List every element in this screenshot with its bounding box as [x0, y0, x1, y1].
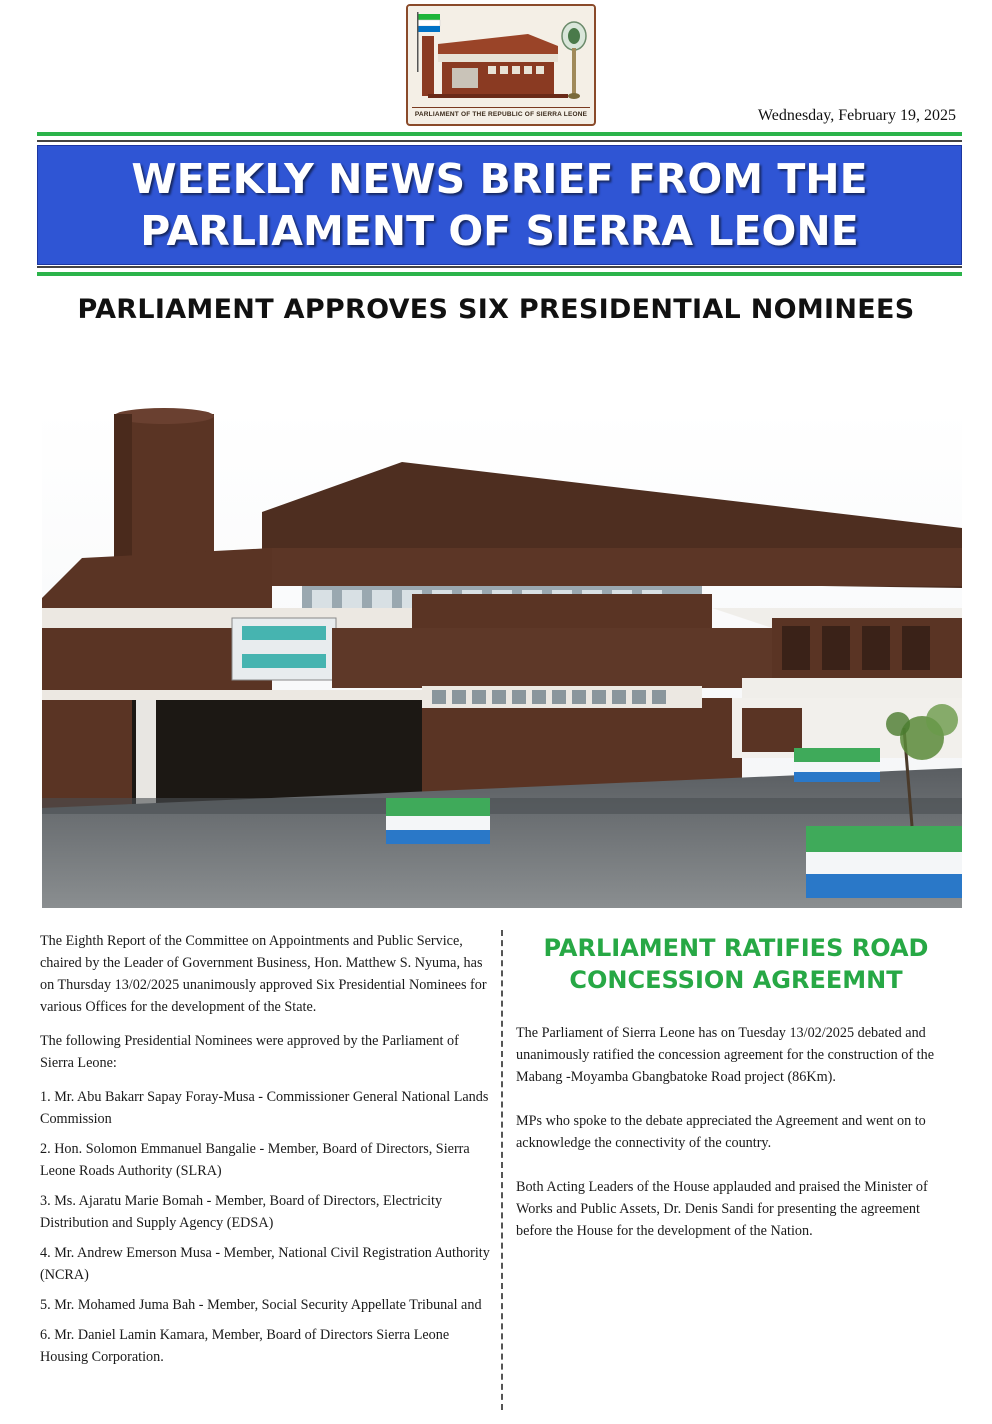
article-paragraph: The Parliament of Sierra Leone has on Tuesday 13/02/2025 debated and unanimously ratified the concession agreement for the construction of the Mabang -Moyamba Gbangbatoke Road project (86Km).	[516, 1025, 935, 1085]
nominee-item: 1. Mr. Abu Bakarr Sapay Foray-Musa - Commissioner General National Lands Commission	[40, 1089, 489, 1127]
parliament-building-logo-icon	[408, 6, 594, 110]
road-concession-article	[516, 930, 956, 1264]
top-thin-rule	[37, 140, 962, 142]
parliament-logo	[406, 4, 596, 126]
article-paragraph: The following Presidential Nominees were approved by the Parliament of Sierra Leone:	[40, 1033, 459, 1071]
column-divider	[501, 930, 503, 1410]
article-paragraph: The Eighth Report of the Committee on Appointments and Public Service, chaired by the Leader of Government Business, Hon. Matthew S. Nyuma, has on Thursday 13/02/2025 unanimously approved Six Presidential Nominees for various Offices for the development of the State.	[40, 933, 487, 1015]
banner-title: WEEKLY NEWS BRIEF FROM THE PARLIAMENT OF SIERRA LEONE	[131, 155, 868, 255]
bottom-green-rule	[37, 272, 962, 276]
article-paragraph: MPs who spoke to the debate appreciated the Agreement and went on to acknowledge the connectivity of the country.	[516, 1113, 926, 1151]
nominee-item: 5. Mr. Mohamed Juma Bah - Member, Social Security Appellate Tribunal and	[40, 1297, 482, 1313]
article-paragraph: Both Acting Leaders of the House applauded and praised the Minister of Works and Public Assets, Dr. Denis Sandi for presenting the agreement before the House for the development of the Nation.	[516, 1179, 928, 1239]
issue-date: Wednesday, February 19, 2025	[757, 107, 956, 124]
logo-caption: PARLIAMENT OF THE REPUBLIC OF SIERRA LEONE	[412, 107, 590, 122]
nominees-article	[40, 930, 492, 1376]
parliament-building-photo	[42, 408, 962, 908]
nominee-item: 3. Ms. Ajaratu Marie Bomah - Member, Board of Directors, Electricity Distribution and Supply Agency (EDSA)	[40, 1193, 443, 1231]
main-headline: PARLIAMENT APPROVES SIX PRESIDENTIAL NOMINEES	[77, 294, 915, 325]
top-green-rule	[37, 132, 962, 136]
nominee-item: 4. Mr. Andrew Emerson Musa - Member, National Civil Registration Authority (NCRA)	[40, 1245, 490, 1283]
nominee-item: 6. Mr. Daniel Lamin Kamara, Member, Board of Directors Sierra Leone Housing Corporation.	[40, 1327, 450, 1365]
nominee-item: 2. Hon. Solomon Emmanuel Bangalie - Member, Board of Directors, Sierra Leone Roads Authority (SLRA)	[40, 1141, 470, 1179]
bottom-thin-rule	[37, 266, 962, 268]
newsletter-banner	[37, 145, 962, 265]
road-concession-headline: PARLIAMENT RATIFIES ROAD CONCESSION AGREEMNT	[543, 934, 929, 994]
